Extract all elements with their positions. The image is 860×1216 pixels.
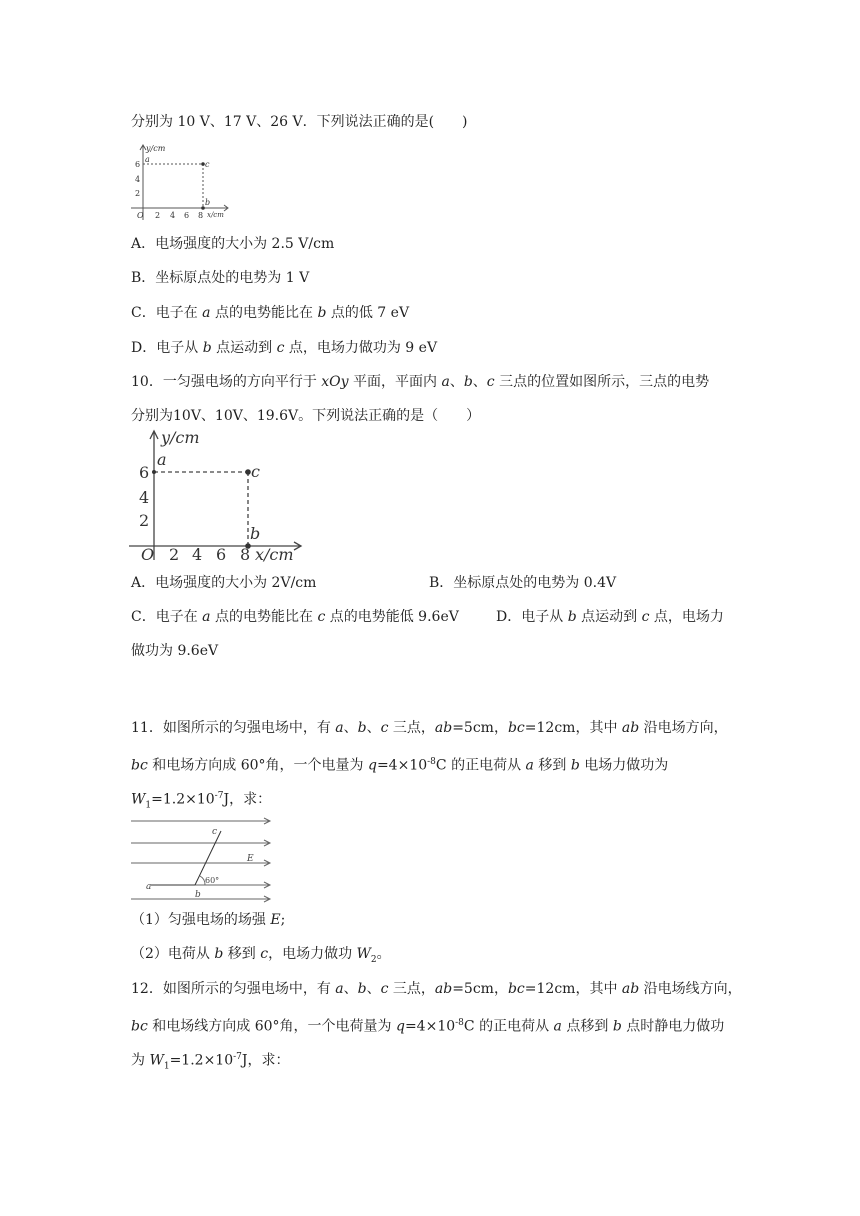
- xtick-2: 2: [169, 545, 180, 564]
- q11-figure: [129, 813, 277, 905]
- label-E: E: [247, 854, 254, 864]
- xtick-8: 8: [198, 211, 204, 220]
- q9-option-a: A．电场强度的大小为 2.5 V/cm: [131, 236, 335, 252]
- label-b: b: [205, 198, 211, 207]
- q11-stem-line1: 11．如图所示的匀强电场中，有 a、b、c 三点，ab=5cm，bc=12cm，其中 ab 沿电场方向，: [131, 720, 728, 736]
- label-a: a: [157, 450, 167, 469]
- y-axis-label: y/cm: [146, 144, 166, 153]
- label-c: c: [251, 462, 260, 481]
- q10-figure: [127, 428, 307, 564]
- q11-sub2: （2）电荷从 b 移到 c，电场力做功 $W_2$。: [131, 946, 391, 965]
- label-a: a: [145, 155, 150, 164]
- label-b: b: [195, 890, 201, 900]
- label-a: a: [146, 882, 152, 892]
- xtick-6: 6: [184, 211, 190, 220]
- q9-option-d: D．电子从 b 点运动到 c 点，电场力做功为 9 eV: [131, 340, 438, 356]
- q12-stem-line1: 12．如图所示的匀强电场中，有 a、b、c 三点，ab=5cm，bc=12cm，其中 ab 沿电场线方向，: [131, 981, 742, 997]
- xtick-6: 6: [216, 545, 227, 564]
- q12-stem-line2: bc 和电场线方向成 60°角，一个电荷量为 $q=4\times 10^{-8}C$ 的正电荷从 a 点移到 b 点时静电力做功: [131, 1018, 725, 1035]
- ytick-4: 4: [135, 175, 141, 184]
- label-b: b: [250, 524, 261, 543]
- origin-label: O: [137, 211, 144, 220]
- q9-figure: [129, 142, 234, 222]
- xtick-8: 8: [240, 545, 251, 564]
- label-c: c: [205, 160, 210, 169]
- q10-option-a: A．电场强度的大小为 2V/cm: [131, 575, 317, 591]
- y-axis-label: y/cm: [161, 428, 200, 447]
- ytick-4: 4: [139, 488, 150, 507]
- q10-option-d: D．电子从 b 点运动到 c 点，电场力: [496, 609, 724, 625]
- q10-option-c: C．电子在 a 点的电势能比在 c 点的电势能低 9.6eV: [131, 609, 459, 625]
- q10-option-d-cont: 做功为 9.6eV: [131, 643, 219, 659]
- q12-stem-line3: 为 $W_1=1.2\times 10^{-7}J$，求：: [131, 1052, 290, 1072]
- label-angle: 60°: [205, 876, 220, 885]
- x-axis-label: x/cm: [207, 211, 224, 219]
- ytick-6: 6: [139, 463, 150, 482]
- q10-option-b: B．坐标原点处的电势为 0.4V: [429, 575, 617, 591]
- ytick-2: 2: [139, 511, 150, 530]
- q9-option-b: B．坐标原点处的电势为 1 V: [131, 270, 310, 286]
- q11-stem-line3: $W_1=1.2\times 10^{-7}J$，求：: [131, 791, 272, 811]
- xtick-4: 4: [192, 545, 203, 564]
- q10-stem-line2: 分别为10V、10V、19.6V。下列说法正确的是（ ）: [131, 408, 481, 424]
- q10-stem-line1: 10．一匀强电场的方向平行于 xOy 平面，平面内 a、b、c 三点的位置如图所示，三点的电势: [131, 374, 710, 390]
- label-c: c: [212, 827, 218, 837]
- q9-option-c: C．电子在 a 点的电势能比在 b 点的低 7 eV: [131, 305, 410, 321]
- ytick-2: 2: [135, 189, 141, 198]
- ytick-6: 6: [135, 160, 141, 169]
- point-a: [152, 470, 156, 474]
- xtick-4: 4: [170, 211, 176, 220]
- origin-label: O: [141, 545, 155, 564]
- x-axis-label: x/cm: [255, 545, 294, 564]
- q9-stem-tail: 分别为 10 V、17 V、26 V．下列说法正确的是( ): [131, 114, 468, 130]
- q11-sub1: （1）匀强电场的场强 E;: [131, 912, 286, 928]
- xtick-2: 2: [155, 211, 161, 220]
- point-c: [245, 469, 251, 475]
- q11-stem-line2: bc 和电场方向成 60°角，一个电量为 $q=4\times 10^{-8}C$ 的正电荷从 a 移到 b 电场力做功为: [131, 757, 669, 774]
